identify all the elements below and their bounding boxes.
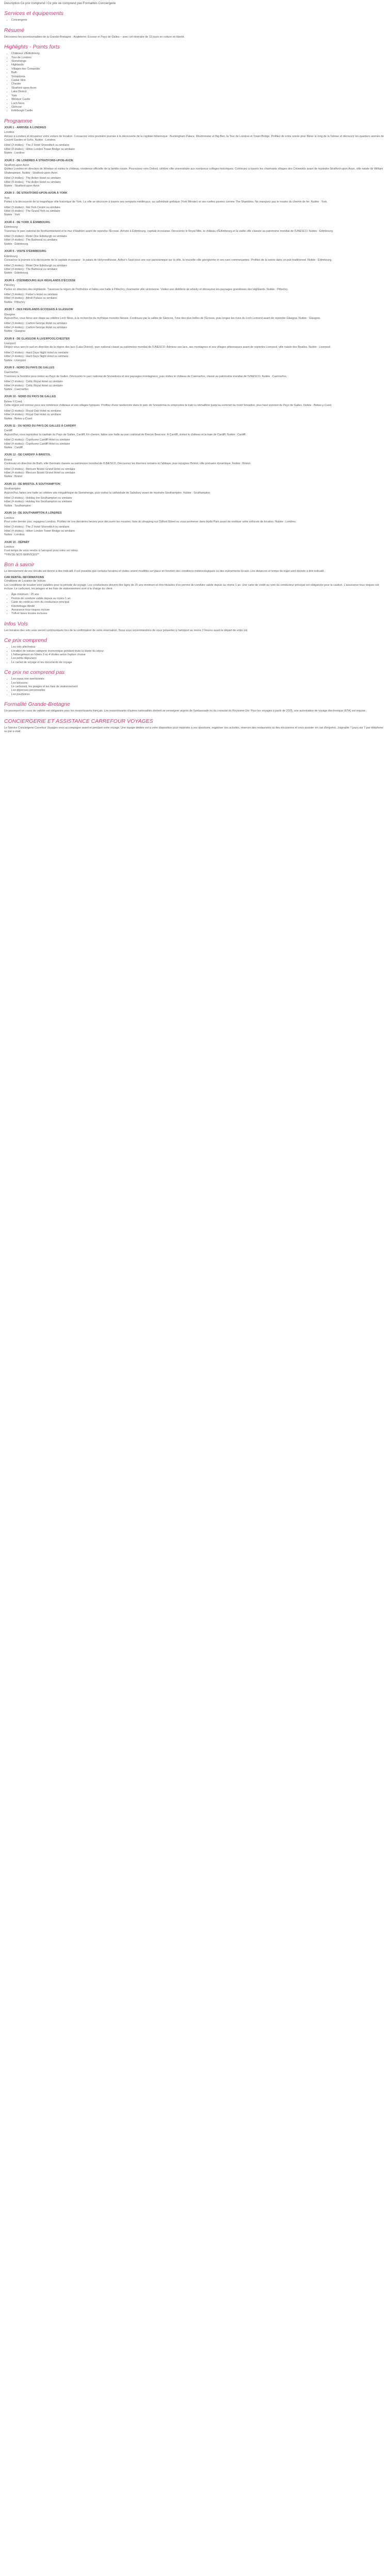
day-title: JOUR 12 - DE CARDIFF À BRISTOL xyxy=(4,453,51,457)
day-text: Partez à la découverte de la magnifique ville historique de York. La ville se découvre à travers ses remparts médiévaux, sa cathédrale gothique (York Minster) et ses ruelles pavées comme The Shambles. Ne manquez pas le musée du chemin de fer. Nuitée : York. xyxy=(4,200,328,204)
hotel-option: Hôtel (3 étoiles) : The Z Hotel Shoreditch ou similaire xyxy=(4,526,70,529)
day-hotels xyxy=(4,380,387,388)
day-hotels xyxy=(4,144,387,151)
programme-day xyxy=(4,366,387,392)
formalites-title: Formalité Grande-Bretagne xyxy=(4,701,70,708)
day-note: Nuitée : Glasgow xyxy=(4,330,26,333)
hotel-option: Hôtel (4 étoiles) : Celtic Royal Hotel ou similaire xyxy=(4,384,63,387)
list-item: • Bath xyxy=(11,71,387,75)
day-text: Partez en direction des Highlands. Traversez la région de Perthshire et faites une halte à Pitlochry, charmante ville victorienne. Visitez une distillerie de whisky et découvrez les paysages grandioses des Highlands. Nuitée : Pitlochry. xyxy=(4,287,288,291)
day-text: Continuez en direction de Bath, ville thermale classée au patrimoine mondial de l'UNESCO. Découvrez les thermes romains et l'abbaye, puis rejoignez Bristol, ville portuaire dynamique. Nuitée : Bristol. xyxy=(4,462,251,466)
day-subtitle: Londres xyxy=(4,131,14,134)
day-subtitle: Édimbourg xyxy=(4,255,18,258)
list-item: • Windsor Castle xyxy=(11,98,387,101)
infos-text: Les horaires des vols vous seront communiqués lors de la confirmation de votre réservation. Nous vous recommandons de vous présenter à l'aéroport au moins 2 heures avant le départ de votre vol. xyxy=(4,629,248,632)
list-item: • Les dépenses personnelles xyxy=(11,689,387,692)
programme-day xyxy=(4,250,387,275)
bonsavoir-text: Le déroulement de vos circuits est donné à titre indicatif. Il est possible que certains horaires et visites soient modifiés sur place en fonction des conditions météorologiques ou des événements locaux. Les distances et temps de trajet sont donnés à titre indicatif. xyxy=(4,570,324,573)
day-hotels xyxy=(4,322,387,330)
page-intro: Description Ce prix comprend / Ce prix ne comprend pas Formalités Conciergerie xyxy=(4,2,116,5)
list-item: • Kilométrage illimité xyxy=(11,605,387,608)
hotel-option: Hôtel (3 étoiles) : Carlton George Hotel ou similaire xyxy=(4,322,67,326)
day-hotels xyxy=(4,438,387,446)
list-item: • York xyxy=(11,94,387,98)
day-note: **FIN DE NOS SERVICES** xyxy=(4,553,39,556)
day-note: Nuitée : Bristol xyxy=(4,475,23,479)
included-list xyxy=(4,646,387,665)
day-title: JOUR 8 - DE GLASGOW À LIVERPOOL/CHESTER xyxy=(4,337,70,341)
hotel-option: Hôtel (3 étoiles) : Motel One Edinburgh ou similaire xyxy=(4,235,67,239)
list-item: • Location de voiture catégorie économique pendant toute la durée du séjour xyxy=(11,650,387,653)
day-subtitle: Londres xyxy=(4,546,14,549)
day-subtitle: Londres xyxy=(4,516,14,520)
day-note: Nuitée : Stratford-upon-Avon xyxy=(4,184,40,188)
day-title: JOUR 1 - ARRIVÉE À LONDRES xyxy=(4,126,46,129)
list-item: • L'hébergement en hôtels 3 ou 4 étoiles selon l'option choisie xyxy=(11,653,387,657)
day-text: Il est temps de vous rendre à l'aéroport pour votre vol retour. xyxy=(4,549,79,553)
day-hotels xyxy=(4,497,387,504)
list-item: • Les petits-déjeuners xyxy=(11,657,387,660)
day-title: JOUR 9 - NORD DU PAYS DE GALLES xyxy=(4,366,55,370)
programme-day xyxy=(4,541,387,557)
hotel-option: Hôtel (3 étoiles) : Mercure Bristol Grand Hotel ou similaire xyxy=(4,467,75,471)
hotel-option: Hôtel (3 étoiles) : The Arden Hotel ou similaire xyxy=(4,177,61,180)
programme-day xyxy=(4,159,387,189)
hotel-option: Hôtel (4 étoiles) : Mercure Bristol Grand Hotel ou similaire xyxy=(4,471,75,474)
hotel-option: Hôtel (4 étoiles) : The Arden Hotel ou similaire xyxy=(4,180,61,184)
conciergerie-text: Le Service Conciergerie Carrefour Voyages vous accompagne avant et pendant votre voyage. Une équipe dédiée est à votre disposition pour répondre à vos questions, organiser vos activités, réserver des restaurants ou des excursions et vous assister en cas d'imprévu. Joignable 7 jours sur 7 par téléphone ou par e-mail. xyxy=(4,726,383,734)
programme-day xyxy=(4,395,387,420)
list-item: • Edinburgh Castle xyxy=(11,109,387,113)
hotel-option: Hôtel (3 étoiles) : Celtic Royal Hotel ou similaire xyxy=(4,380,63,384)
hotel-option: Hôtel (4 étoiles) : The Balmoral ou similaire xyxy=(4,239,57,242)
programme-days xyxy=(4,126,387,557)
day-note: Nuitée : Londres xyxy=(4,151,25,155)
day-text: Arrivez à Londres et récupérez votre voiture de location. Consacrez votre première journée à la découverte de la capitale britannique : Buckingham Palace, Westminster et Big Ben, la Tour de Londres et Tower Bridge. Profitez de votre soirée pour flâner le long de la Tamise et découvrir les quartiers animés de Covent Garden et Soho. Nuitée : Londres. xyxy=(4,134,384,142)
services-title: Services et équipements xyxy=(4,10,63,17)
car-rental-subtitle: Conditions de Location de Voiture xyxy=(4,580,46,583)
list-item: • Cadair Idris xyxy=(11,79,387,82)
day-text: Dirigez-vous vers le sud en direction de la région des lacs (Lake District), parc national classé au patrimoine mondial de l'UNESCO. Admirez ses lacs, ses montagnes et ses villages pittoresques avant de rejoindre Liverpool, ville natale des Beatles. Nuitée : Liverpool. xyxy=(4,346,331,349)
list-item: • Highlands xyxy=(11,63,387,67)
day-text: Cette région est connue pour ses nombreux châteaux et ses villages typiques. Profitez d'une randonnée dans le parc de Snowdonia ou empruntez le train à crémaillère jusqu'au sommet du mont Snowdon, plus haut sommet du Pays de Galles. Nuitée : Betws-y-Coed. xyxy=(4,404,332,408)
conciergerie-title: CONCIERGERIE ET ASSISTANCE CARREFOUR VOYAGES xyxy=(4,718,153,724)
programme-day xyxy=(4,308,387,333)
programme-day xyxy=(4,425,387,450)
hotel-option: Hôtel (4 étoiles) : Atholl Palace ou similaire xyxy=(4,297,57,300)
page xyxy=(0,0,391,734)
day-note: Nuitée : Liverpool xyxy=(4,359,26,362)
day-title: JOUR 10 - NORD DU PAYS DE GALLES xyxy=(4,395,56,399)
day-subtitle: Pitlochry xyxy=(4,284,15,287)
hotel-option: Hôtel (3 étoiles) : Copthorne Cardiff Hotel ou similaire xyxy=(4,438,70,442)
highlights-list xyxy=(4,52,387,113)
list-item: • Lake District xyxy=(11,90,387,94)
list-item: • Le carburant, les péages et les frais de stationnement xyxy=(11,685,387,689)
list-item: • Carte de crédit au nom du conducteur principal xyxy=(11,601,387,604)
programme-day xyxy=(4,192,387,217)
hotel-option: Hôtel (4 étoiles) : Hilton London Tower Bridge ou similaire xyxy=(4,529,75,533)
day-text: Traversez le parc national de Northumberland et le mur d'Hadrien avant de rejoindre l'Écosse. Arrivée à Édimbourg, capitale écossaise. Découvrez le Royal Mile, le château d'Édimbourg et la vieille ville classée au patrimoine mondial de l'UNESCO. Nuitée : Édimbourg. xyxy=(4,229,334,233)
excluded-list xyxy=(4,677,387,697)
car-rental-title: CAR RENTAL INFORMATIONS xyxy=(4,575,44,579)
day-note: Nuitée : Pitlochry xyxy=(4,300,25,304)
hotel-option: Hôtel (4 étoiles) : The Grand York ou similaire xyxy=(4,210,60,213)
day-title: JOUR 2 - DE LONDRES À STRATFORD-UPON-AVON xyxy=(4,159,73,162)
list-item: • Loch Ness xyxy=(11,102,387,106)
day-hotels xyxy=(4,526,387,533)
hotel-option: Hôtel (3 étoiles) : Fisher's Hotel ou similaire xyxy=(4,293,58,296)
day-subtitle: Betws-Y-Coed xyxy=(4,400,22,403)
hotel-option: Hôtel (4 étoiles) : Holiday Inn Southampton ou similaire xyxy=(4,500,72,504)
day-subtitle: Cardiff xyxy=(4,429,12,433)
hotel-option: Hôtel (4 étoiles) : Carlton George Hotel ou similaire xyxy=(4,326,67,329)
day-note: Nuitée : Caernarfon xyxy=(4,388,29,392)
day-title: JOUR 4 - DE YORK À ÉDIMBOURG xyxy=(4,221,51,224)
day-title: JOUR 3 - DE STRATFORD-UPON-AVON À YORK xyxy=(4,192,68,195)
hotel-option: Hôtel (4 étoiles) : Hilton London Tower Bridge ou similaire xyxy=(4,147,75,151)
day-text: Aujourd'hui, vous ferez une étape au célèbre Loch Ness, à la recherche du mythique monstre Nessie. Continuez par la vallée de Glencoe, l'une des plus belles de l'Écosse, puis longez les rives du Loch Lomond avant de rejoindre Glasgow. Nuitée : Glasgow. xyxy=(4,316,321,320)
day-hotels xyxy=(4,410,387,417)
list-item: • Assurance tous risques incluse xyxy=(11,608,387,612)
list-item: • Âge minimum : 25 ans xyxy=(11,593,387,597)
list-item: • Chester xyxy=(11,82,387,86)
list-item: • Les vols aller/retour xyxy=(11,646,387,649)
hotel-option: Hôtel (3 étoiles) : Royal Oak Hotel ou similaire xyxy=(4,409,61,413)
hotel-option: Hôtel (3 étoiles) : The Z Hotel Shoreditch ou similaire xyxy=(4,144,70,147)
list-item: • Les pourboires xyxy=(11,693,387,697)
list-item: • Conciergerie xyxy=(11,19,387,22)
programme-day xyxy=(4,126,387,156)
list-item: • Snowdonia xyxy=(11,75,387,79)
day-subtitle: Caernarfon xyxy=(4,371,18,375)
list-item: • TVA et taxes locales incluses xyxy=(11,612,387,616)
day-title: JOUR 15 - DÉPART xyxy=(4,540,30,544)
hotel-option: Hôtel (4 étoiles) : The Balmoral ou similaire xyxy=(4,267,57,271)
list-item: • Tour de Londres xyxy=(11,56,387,60)
day-note: Nuitée : Cardiff xyxy=(4,446,23,449)
hotel-option: Hôtel (3 étoiles) : Holiday Inn Southampton ou similaire xyxy=(4,497,72,500)
list-item: • Les repas non mentionnés xyxy=(11,677,387,681)
day-note: Nuitée : York xyxy=(4,213,20,217)
day-note: Nuitée : Betws-y-Coed xyxy=(4,417,32,420)
hotel-option: Hôtel (4 étoiles) : Royal Oak Hotel ou similaire xyxy=(4,413,61,417)
day-subtitle: Bristol xyxy=(4,458,12,462)
highlights-title: Highlights - Points forts xyxy=(4,44,60,50)
hotel-option: Hôtel (4 étoiles) : Copthorne Cardiff Hotel ou similaire xyxy=(4,442,70,446)
day-subtitle: Liverpool xyxy=(4,342,15,345)
services-list xyxy=(4,19,387,22)
included-title: Ce prix comprend xyxy=(4,637,47,644)
programme-title: Programme xyxy=(4,117,32,124)
list-item: • Le carnet de voyage et les documents de voyage xyxy=(11,661,387,665)
day-hotels xyxy=(4,206,387,214)
day-text: Pour votre dernier jour, regagnez Londres. Profitez de vos dernières heures pour découvrir les musées, faire du shopping sur Oxford Street ou vous promener dans Hyde Park avant de restituer votre véhicule de location. Nuitée : Londres. xyxy=(4,520,297,524)
hotel-option: Hôtel (3 étoiles) : Ibis York Centre ou similaire xyxy=(4,206,61,209)
resume-title: Résumé xyxy=(4,27,25,33)
list-item: • Stonehenge xyxy=(11,60,387,63)
hotel-option: Hôtel (3 étoiles) : Motel One Edinburgh ou similaire xyxy=(4,264,67,267)
resume-text: Découvrez les incontournables de la Grande-Bretagne : Angleterre, Écosse et Pays de Galles – avec cet itinéraire de 13 jours en voiture en liberté. xyxy=(4,35,185,39)
day-text: Quittez Londres en direction de Windsor et visitez le château, résidence officielle de la famille royale. Poursuivez vers Oxford, célèbre ville universitaire aux nombreux collèges historiques. Continuez à travers les charmants villages des Cotswolds avant de rejoindre Stratford-upon-Avon, ville natale de William Shakespeare. Nuitée : Stratford-upon-Avon. xyxy=(4,167,383,175)
bonsavoir-title: Bon à savoir xyxy=(4,562,35,568)
day-title: JOUR 13 - DE BRISTOL À SOUTHAMPTON xyxy=(4,482,60,486)
list-item: • Glencoe xyxy=(11,106,387,109)
day-hotels xyxy=(4,351,387,359)
programme-day xyxy=(4,483,387,508)
day-text: Traversez la frontière pour entrer au Pays de Galles. Découvrez le parc national de Snowdonia et ses paysages montagneux, puis visitez le château de Caernarfon, classé au patrimoine mondial de l'UNESCO. Nuitée : Caernarfon. xyxy=(4,375,287,378)
car-rental-list xyxy=(4,593,387,616)
list-item: • Permis de conduire valide depuis au moins 1 an xyxy=(11,597,387,601)
day-hotels xyxy=(4,468,387,476)
day-title: JOUR 6 - D'ÉDIMBOURG AUX HIGHLANDS D'ÉCOSSE xyxy=(4,279,76,282)
hotel-option: Hôtel (3 étoiles) : Hard Days Night Hotel ou similaire xyxy=(4,351,69,354)
day-note: Nuitée : Londres xyxy=(4,533,25,537)
day-text: Aujourd'hui, faites une halte au célèbre site mégalithique de Stonehenge, puis visitez la cathédrale de Salisbury avant de rejoindre Southampton. Nuitée : Southampton. xyxy=(4,491,211,495)
formalites-text: Un passeport en cours de validité est obligatoire pour les ressortissants français. Les ressortissants d'autres nationalités doivent se renseigner auprès de l'ambassade ou du consulat du Royaume-Uni. Pour les voyages à partir de 2025, une autorisation de voyage électronique (ETA) est requise. xyxy=(4,709,366,713)
day-note: Nuitée : Édimbourg xyxy=(4,242,28,246)
day-subtitle: Édimbourg xyxy=(4,226,18,229)
infos-title: Infos Vols xyxy=(4,620,28,627)
day-text: Aujourd'hui, vous rejoindrez la capitale du Pays de Galles, Cardiff. En chemin, faites une halte au parc national de Brecon Beacons. À Cardiff, visitez le château et la baie de Cardiff. Nuitée : Cardiff. xyxy=(4,433,247,436)
day-subtitle: York xyxy=(4,196,10,200)
day-title: JOUR 11 - DU NORD DU PAYS DE GALLES À CARDIFF xyxy=(4,424,76,428)
programme-day xyxy=(4,279,387,304)
day-hotels xyxy=(4,293,387,301)
day-hotels xyxy=(4,177,387,184)
day-subtitle: Glasgow xyxy=(4,313,15,316)
programme-day xyxy=(4,512,387,537)
day-title: JOUR 5 - VISITE D'ÉDIMBOURG xyxy=(4,250,46,253)
hotel-option: Hôtel (4 étoiles) : Hard Days Night Hotel ou similaire xyxy=(4,355,69,359)
day-subtitle: Stratford-upon-Avon xyxy=(4,163,29,167)
day-note: Nuitée : Southampton xyxy=(4,504,31,507)
list-item: • Châteaux d'Édimbourg xyxy=(11,52,387,56)
car-rental-text: Les conditions de location sont valables pour la période du voyage. Les conducteurs doivent être âgés de 25 ans minimum et être titulaires d'un permis de conduire valide depuis au moins 1 an. Une carte de crédit au nom du conducteur principal est obligatoire pour la caution. L'assurance tous risques est incluse. Le carburant, les péages et les frais de stationnement sont à la charge du client. xyxy=(4,583,379,590)
programme-day xyxy=(4,337,387,363)
day-title: JOUR 14 - DE SOUTHAMPTON À LONDRES xyxy=(4,512,62,515)
list-item: • Villages des Cotswolds xyxy=(11,67,387,71)
excluded-title: Ce prix ne comprend pas xyxy=(4,669,65,676)
programme-day xyxy=(4,221,387,246)
day-title: JOUR 7 - DES HIGHLANDS ÉCOSSAIS À GLASGOW xyxy=(4,308,73,312)
list-item: • Stratford-upon-Avon xyxy=(11,87,387,90)
list-item: • Les boissons xyxy=(11,682,387,685)
day-subtitle: Southampton xyxy=(4,487,21,491)
day-note: Nuitée : Édimbourg xyxy=(4,272,28,275)
day-hotels xyxy=(4,235,387,243)
programme-day xyxy=(4,453,387,479)
day-hotels xyxy=(4,264,387,272)
day-text: Consacrez la journée à la découverte de la capitale écossaise : le palais de Holyroodhouse, Arthur's Seat pour une vue panoramique sur la ville, la nouvelle ville géorgienne et ses rues commerçantes. Profitez de la soirée dans un pub traditionnel. Nuitée : Édimbourg. xyxy=(4,259,332,262)
